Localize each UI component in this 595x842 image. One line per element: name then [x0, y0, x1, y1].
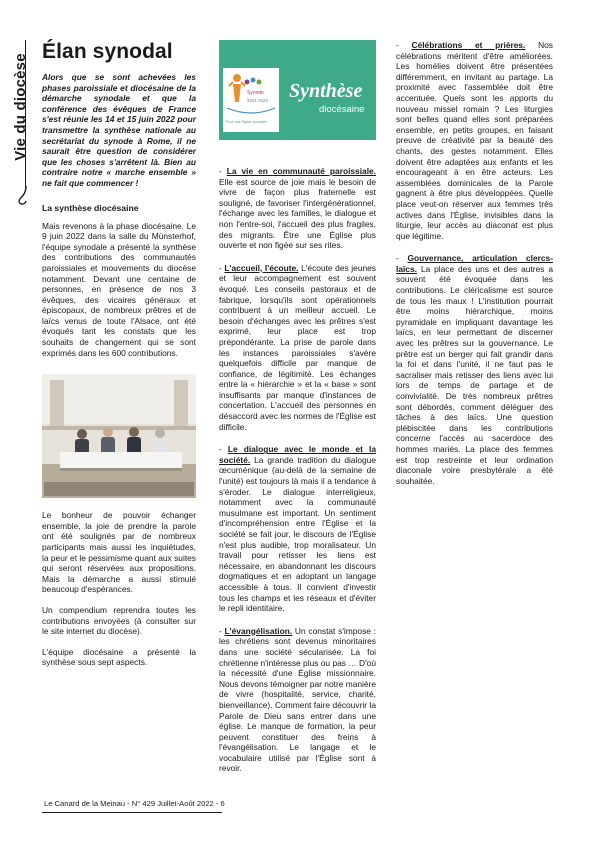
section-title: L'accueil, l'écoute.: [224, 262, 299, 273]
synod-logo: [223, 68, 279, 132]
section-evangelisation: - L'évangélisation. Un constat s'impose : les chrétiens sont devenus minoritaires dans une société sécularisée. La foi chrétienne n'intéresse plus ou pas … D'où la nécessité d'une Église missionnaire. Nous devons témoigner par notre manière de vivre (hospitalité, service, charité, bienveillance). Comment faire découvrir la Parole de Dieu sans entrer dans une église. Le manque de formation, la peur peuvent constituer des freins à l'évangélisation. Le langage et le vocabulaire utilisé par l'Église sont à revoir.: [219, 625, 376, 774]
side-label-text: Vie du diocèse: [12, 53, 29, 161]
section-gouvernance: - Gouvernance, articulation clercs-laïcs. La place des uns et des autres a souvent été évoquée dans les contributions. Le cléricalisme est source de tous les maux ! L'institution pourrait être moins hiérarchique, moins pyramidale en impliquant davantage les laïcs, en leur permettant de discerner avec les prêtres sur la gouvernance. Le prêtre est un berger qui fait grandir dans la foi et dans l'unité, il ne faut pas le sacraliser mais retisser des liens avec lui lors de temps de partage et de convivialité. De très nombreux prêtres sont débordés, comment déléguer des tâches à des laïcs. Une question plébiscitée dans les contributions concerne l'accès au sacerdoce des hommes mariés. La place des femmes est trop restreinte et leur ordination diaconale voire presbytérale a été souhaitée.: [396, 253, 553, 486]
section-title: Le dialogue avec le monde et la société.: [219, 444, 376, 465]
logo-caption: Pour une Église synodale: [226, 120, 267, 124]
column-3: [396, 40, 553, 486]
logo-word: Synode: [247, 90, 264, 96]
column-2: [219, 40, 376, 774]
section-title: Célébrations et prières.: [411, 40, 526, 50]
section-title: Gouvernance, articulation clercs-laïcs.: [396, 253, 553, 274]
synthese-banner: [219, 40, 376, 140]
section-vie-communaute: - La vie en communauté paroissiale. Elle est source de joie mais le besoin de vivre de façon plus fraternelle est souligné, de favoriser l'intergénérationnel, l'échange avec les familles, le dialogue et non l'entre-soi, l'accueil des plus fragiles, des migrants. Être une Église plus ouverte et non figée sur ses rites.: [219, 166, 377, 251]
section-title: La vie en communauté paroissiale.: [226, 166, 377, 176]
section-celebrations-prieres: - Célébrations et prières. Nos célébrations méritent d'être améliorées. Les homélies doivent être présentées différemment, en invitant au partage. La proximité avec l'assemblée doit être accentuée. Quels sont les apports du nouveau missel romain ? Les liturgies sont belles quand elles sont préparées ensemble, en petits groupes, en faisant preuve de créativité par la beauté des chants, des gestes notamment. Elles doivent être adaptées aux enfants et les encourageant à en être acteurs. Les assemblées dominicales de la Parole gagnent à être plus développées. Quelle place veut-on réserver aux femmes très actives dans l'Église, invisibles dans la liturgie, leur accès au diaconat est plus que légitime.: [396, 40, 553, 241]
paragraph-after-photo-3: L'équipe diocésaine a présenté la synthèse sous sept aspects.: [42, 646, 196, 668]
banner-title: Synthèse: [289, 80, 363, 102]
footer-rule: [42, 812, 222, 813]
banner-subtitle: diocésaine: [319, 104, 365, 115]
column-1: [42, 40, 196, 668]
logo-years: 2021 2022: [247, 98, 268, 103]
section-title: L'évangélisation.: [224, 625, 293, 636]
meeting-photo-illustration: [42, 374, 196, 498]
article-lead: Alors que se sont achevées les phases paroissiale et diocésaine de la démarche synodale et que la conférence des évêques de France s'est réunie les 14 et 15 juin 2022 pour transmettre la synthèse nationale au secrétariat du synode à Rome, il ne saurait être question de considérer que les choses s'arrêtent là. Bien au contraire notre « marche ensemble » ne fait que commencer !: [42, 72, 196, 188]
paragraph-after-photo-2: Un compendium reprendra toutes les contributions envoyées (à consulter sur le site internet du diocèse).: [42, 605, 196, 637]
article-title: Élan synodal: [42, 40, 173, 63]
paragraph-after-photo-1: Le bonheur de pouvoir échanger ensemble, la joie de prendre la parole ont été soulignés par de nombreux participants mais aussi les inquiétudes, la peur et le pessimisme quant aux suites qui seront réservées aux propositions. Mais la démarche a aussi stimulé beaucoup d'espérances.: [42, 510, 196, 595]
intro-paragraph: Mais revenons à la phase diocésaine. Le 9 juin 2022 dans la salle du Münsterhof, l'équipe synodale a présenté la synthèse des contributions des communautés paroissiales et mouvements du diocèse notamment. Devant une centaine de personnes, en présence de nos 3 évêques, des vicaires généraux et épiscopaux, de nombreux prêtres et de laïcs venus de toute l'Alsace, ont été évoqués tant les constats que les souhaits de changement qui se sont exprimés dans les 600 contributions.: [42, 220, 196, 358]
section-side-label: [11, 40, 33, 190]
curl-ornament-icon: [15, 186, 37, 206]
section-heading: La synthèse diocésaine: [42, 202, 139, 213]
page-footer: Le Canard de la Meinau - N° 429 Juillet-Août 2022 - 6: [44, 799, 225, 808]
section-dialogue-monde: - Le dialogue avec le monde et la société. La grande tradition du dialogue œcuménique (au-delà de la semaine de l'unité) est toujours là mais il a tendance à s'éroder. Le dialogue interreligieux, notamment avec la communauté musulmane est important. Un sentiment d'incompréhension entre l'Église et la société se fait jour, le discours de l'Église n'est plus audible, trop moralisateur. Un travail pour retisser les liens est nécessaire, en abandonnant les discours dogmatiques et en adoptant un langage accessible à tous. Il convient d'investir tous les champs et les réseaux et d'éviter le repli identitaire.: [219, 444, 376, 614]
section-accueil-ecoute: - L'accueil, l'écoute. L'écoute des jeunes et leur accompagnement est souvent évoqué. Les conseils pastoraux et de fabrique, lorsqu'ils sont opérationnels contribuent à un meilleur accueil. Le besoin d'échanges avec les prêtres s'est exprimé, leur place est trop prépondérante. La prise de parole dans les instances paroissiales s'avère quelquefois difficile par manque de confiance, de légitimité. Les échanges entre la « hiérarchie » et la « base » sont insuffisants par manque d'instances de concertation. L'accueil des personnes en désaccord avec les normes de l'Église est difficile.: [219, 262, 376, 432]
meeting-photo: [42, 374, 196, 498]
